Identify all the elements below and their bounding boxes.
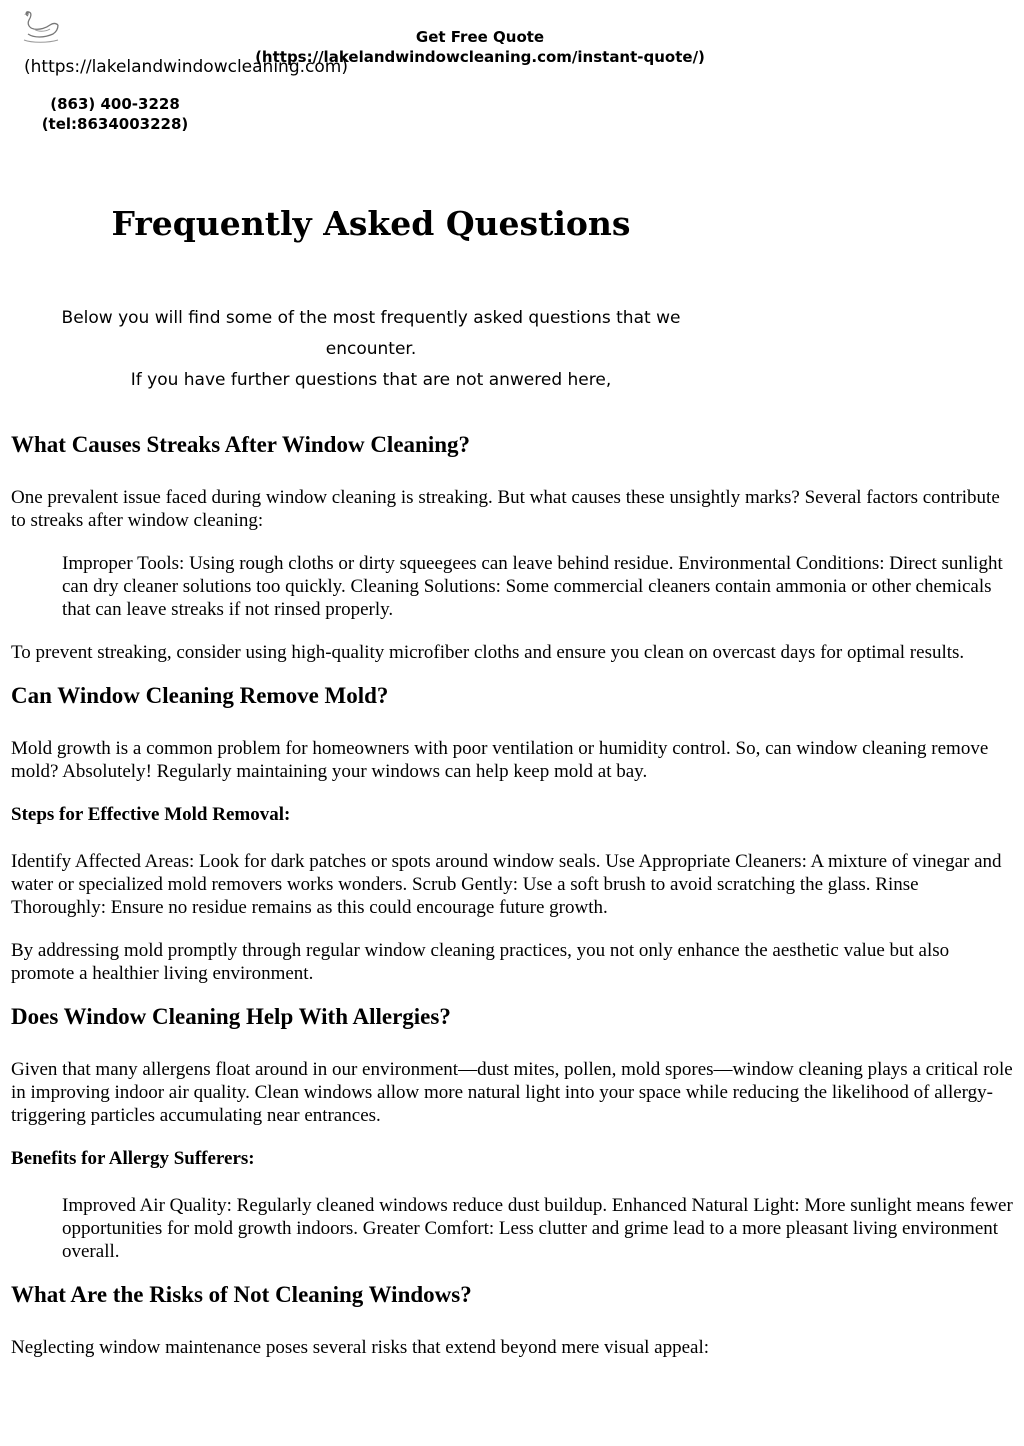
faq-blockquote: Improper Tools: Using rough cloths or dirty squeegees can leave behind residue. Environmental Conditions: Direct sunlight can dry cleaner solutions too quickly. Cleaning Solutions: Some commercial cleaners contain ammonia or other chemicals that can leave streaks if not rinsed properly. xyxy=(62,553,1003,620)
quote-label: Get Free Quote xyxy=(415,28,545,46)
quote-url: (https://lakelandwindowcleaning.com/instant-quote/) xyxy=(255,48,705,66)
faq-heading-streaks: What Causes Streaks After Window Cleaning? xyxy=(11,432,471,457)
phone-label: (863) 400-3228 xyxy=(50,95,180,113)
faq-paragraph: Identify Affected Areas: Look for dark patches or spots around window seals. Use Appropriate Cleaners: A mixture of vinegar and water or specialized mold removers works wonders. Scrub Gently: Use a soft brush to avoid scratching the glass. Rinse Thoroughly: Ensure no residue remains as this could encourage future growth. xyxy=(11,851,1002,918)
faq-subheading-mold-steps: Steps for Effective Mold Removal: xyxy=(11,804,291,825)
phone-link[interactable] xyxy=(30,94,200,134)
phone-url: (tel:8634003228) xyxy=(41,115,189,133)
faq-paragraph: By addressing mold promptly through regular window cleaning practices, you not only enhance the aesthetic value but also promote a healthier living environment. xyxy=(11,940,950,984)
faq-heading-risks: What Are the Risks of Not Cleaning Windows? xyxy=(11,1282,472,1307)
faq-paragraph: Given that many allergens float around in our environment—dust mites, pollen, mold spores—window cleaning plays a critical role in improving indoor air quality. Clean windows allow more natural light into your space while reducing the likelihood of allergy-triggering particles accumulating near entrances. xyxy=(11,1059,1013,1126)
intro-text xyxy=(40,303,702,407)
faq-blockquote: Improved Air Quality: Regularly cleaned windows reduce dust buildup. Enhanced Natural Light: More sunlight means fewer opportunities for mold growth indoors. Greater Comfort: Less clutter and grime lead to a more pleasant living environment overall. xyxy=(62,1195,1013,1262)
intro-line-2: If you have further questions that are not anwered here, xyxy=(130,370,612,390)
faq-paragraph: One prevalent issue faced during window cleaning is streaking. But what causes these unsightly marks? Several factors contribute to streaks after window cleaning: xyxy=(11,487,1000,531)
swan-logo-icon[interactable] xyxy=(20,10,62,46)
intro-line-1: Below you will find some of the most frequently asked questions that we encounter. xyxy=(61,308,681,359)
faq-heading-allergies: Does Window Cleaning Help With Allergies? xyxy=(11,1004,451,1029)
get-free-quote-link[interactable] xyxy=(250,27,710,67)
home-link[interactable]: (https://lakelandwindowcleaning.com) xyxy=(24,57,348,77)
faq-subheading-allergy-benefits: Benefits for Allergy Sufferers: xyxy=(11,1148,255,1169)
site-header xyxy=(0,0,1024,150)
page-title: Frequently Asked Questions xyxy=(111,204,631,243)
faq-paragraph: Neglecting window maintenance poses several risks that extend beyond mere visual appeal: xyxy=(11,1337,710,1358)
faq-heading-mold: Can Window Cleaning Remove Mold? xyxy=(11,683,389,708)
faq-content xyxy=(11,428,1016,1379)
faq-paragraph: Mold growth is a common problem for homeowners with poor ventilation or humidity control. So, can window cleaning remove mold? Absolutely! Regularly maintaining your windows can help keep mold at bay. xyxy=(11,738,989,782)
faq-paragraph: To prevent streaking, consider using high-quality microfiber cloths and ensure you clean on overcast days for optimal results. xyxy=(11,642,965,663)
